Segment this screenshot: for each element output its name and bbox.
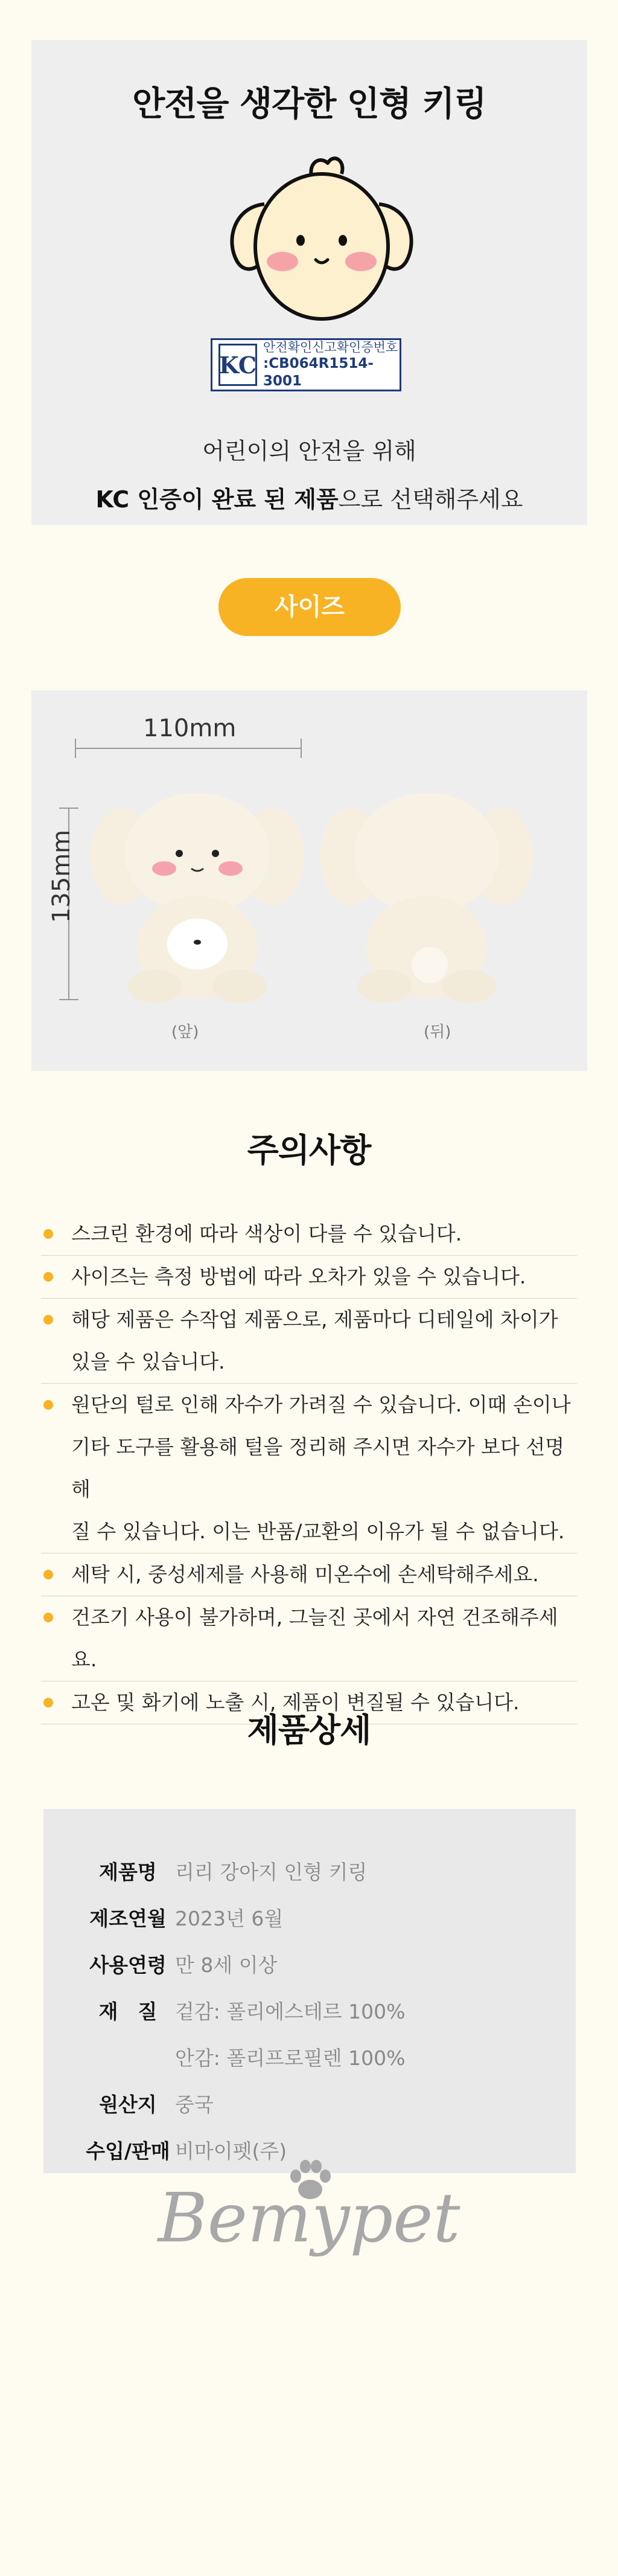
detail-row [43, 2084, 576, 2126]
kc-message-line1: 어린이의 안전을 위해 [202, 438, 416, 464]
caution-item: 건조기 사용이 불가하며, 그늘진 곳에서 자연 건조해주세요. [41, 1596, 577, 1681]
caution-list [41, 1213, 577, 1724]
kc-badge-label: 안전확인신고확인증번호 [263, 340, 398, 355]
kc-badge-text [263, 339, 400, 390]
caution-item: 원단의 털로 인해 자수가 가려질 수 있습니다. 이때 손이나 기타 도구를 활용해 털을 정리해 주시면 자수가 보다 선명해 질 수 있습니다. 이는 반품/교환의 이유가 될 수 없습니다. [41, 1384, 577, 1553]
caution-item: 스크린 환경에 따라 색상이 다를 수 있습니다. [41, 1213, 577, 1256]
kc-message-bold: KC 인증이 완료 된 제품 [95, 486, 339, 513]
detail-value: 중국 [175, 2093, 214, 2116]
detail-value: 비마이펫(주) [175, 2139, 287, 2163]
kc-logo-icon: KC [218, 344, 257, 386]
detail-row [43, 1898, 576, 1940]
caution-item: 고온 및 화기에 노출 시, 제품이 변질될 수 있습니다. [41, 1681, 577, 1724]
size-width-label: 110mm [143, 715, 237, 742]
size-section-pill: 사이즈 [218, 578, 401, 636]
detail-label: 재 질 [98, 2000, 158, 2023]
kc-title: 안전을 생각한 인형 키링 [132, 85, 486, 124]
detail-value: 리리 강아지 인형 키링 [175, 1860, 368, 1884]
detail-label: 원산지 [99, 2093, 157, 2116]
detail-value: 겉감: 폴리에스테르 100% [175, 2000, 406, 2023]
product-details-panel [43, 1809, 576, 2173]
kc-message-line2 [31, 481, 587, 514]
size-panel [31, 690, 587, 1071]
detail-label: 사용연령 [89, 1953, 167, 1977]
caution-title: 주의사항 [247, 1131, 371, 1169]
detail-label: 수입/판매 [86, 2139, 170, 2163]
detail-value: 만 8세 이상 [175, 1953, 278, 1977]
caution-item: 세탁 시, 중성세제를 사용해 미온수에 손세탁해주세요. [41, 1553, 577, 1596]
detail-row [43, 1991, 576, 2033]
kc-safety-panel [31, 40, 587, 525]
caution-item: 사이즈는 측정 방법에 따라 오차가 있을 수 있습니다. [41, 1256, 577, 1299]
size-height-label: 135mm [48, 829, 75, 923]
detail-value: 안감: 폴리프로필렌 100% [175, 2046, 406, 2070]
detail-row [43, 2037, 576, 2080]
kc-certification-badge [211, 338, 401, 391]
puppy-mascot-illustration [222, 150, 421, 331]
details-title: 제품상세 [247, 1711, 371, 1749]
kc-badge-number: :CB064R1514-3001 [263, 356, 374, 390]
detail-value: 2023년 6월 [175, 1907, 284, 1930]
brand-logo: Bemypet [158, 2179, 460, 2258]
front-caption: (앞) [171, 1023, 199, 1041]
detail-row [43, 1944, 576, 1987]
detail-row [43, 1851, 576, 1893]
plush-back-image [315, 784, 538, 1007]
caution-item: 해당 제품은 수작업 제품으로, 제품마다 디테일에 차이가 있을 수 있습니다. [41, 1299, 577, 1384]
plush-front-image [86, 784, 309, 1007]
detail-label: 제조연월 [89, 1907, 167, 1930]
back-caption: (뒤) [424, 1023, 451, 1041]
kc-message-rest: 으로 선택해주세요 [338, 486, 523, 513]
detail-label: 제품명 [99, 1860, 157, 1884]
